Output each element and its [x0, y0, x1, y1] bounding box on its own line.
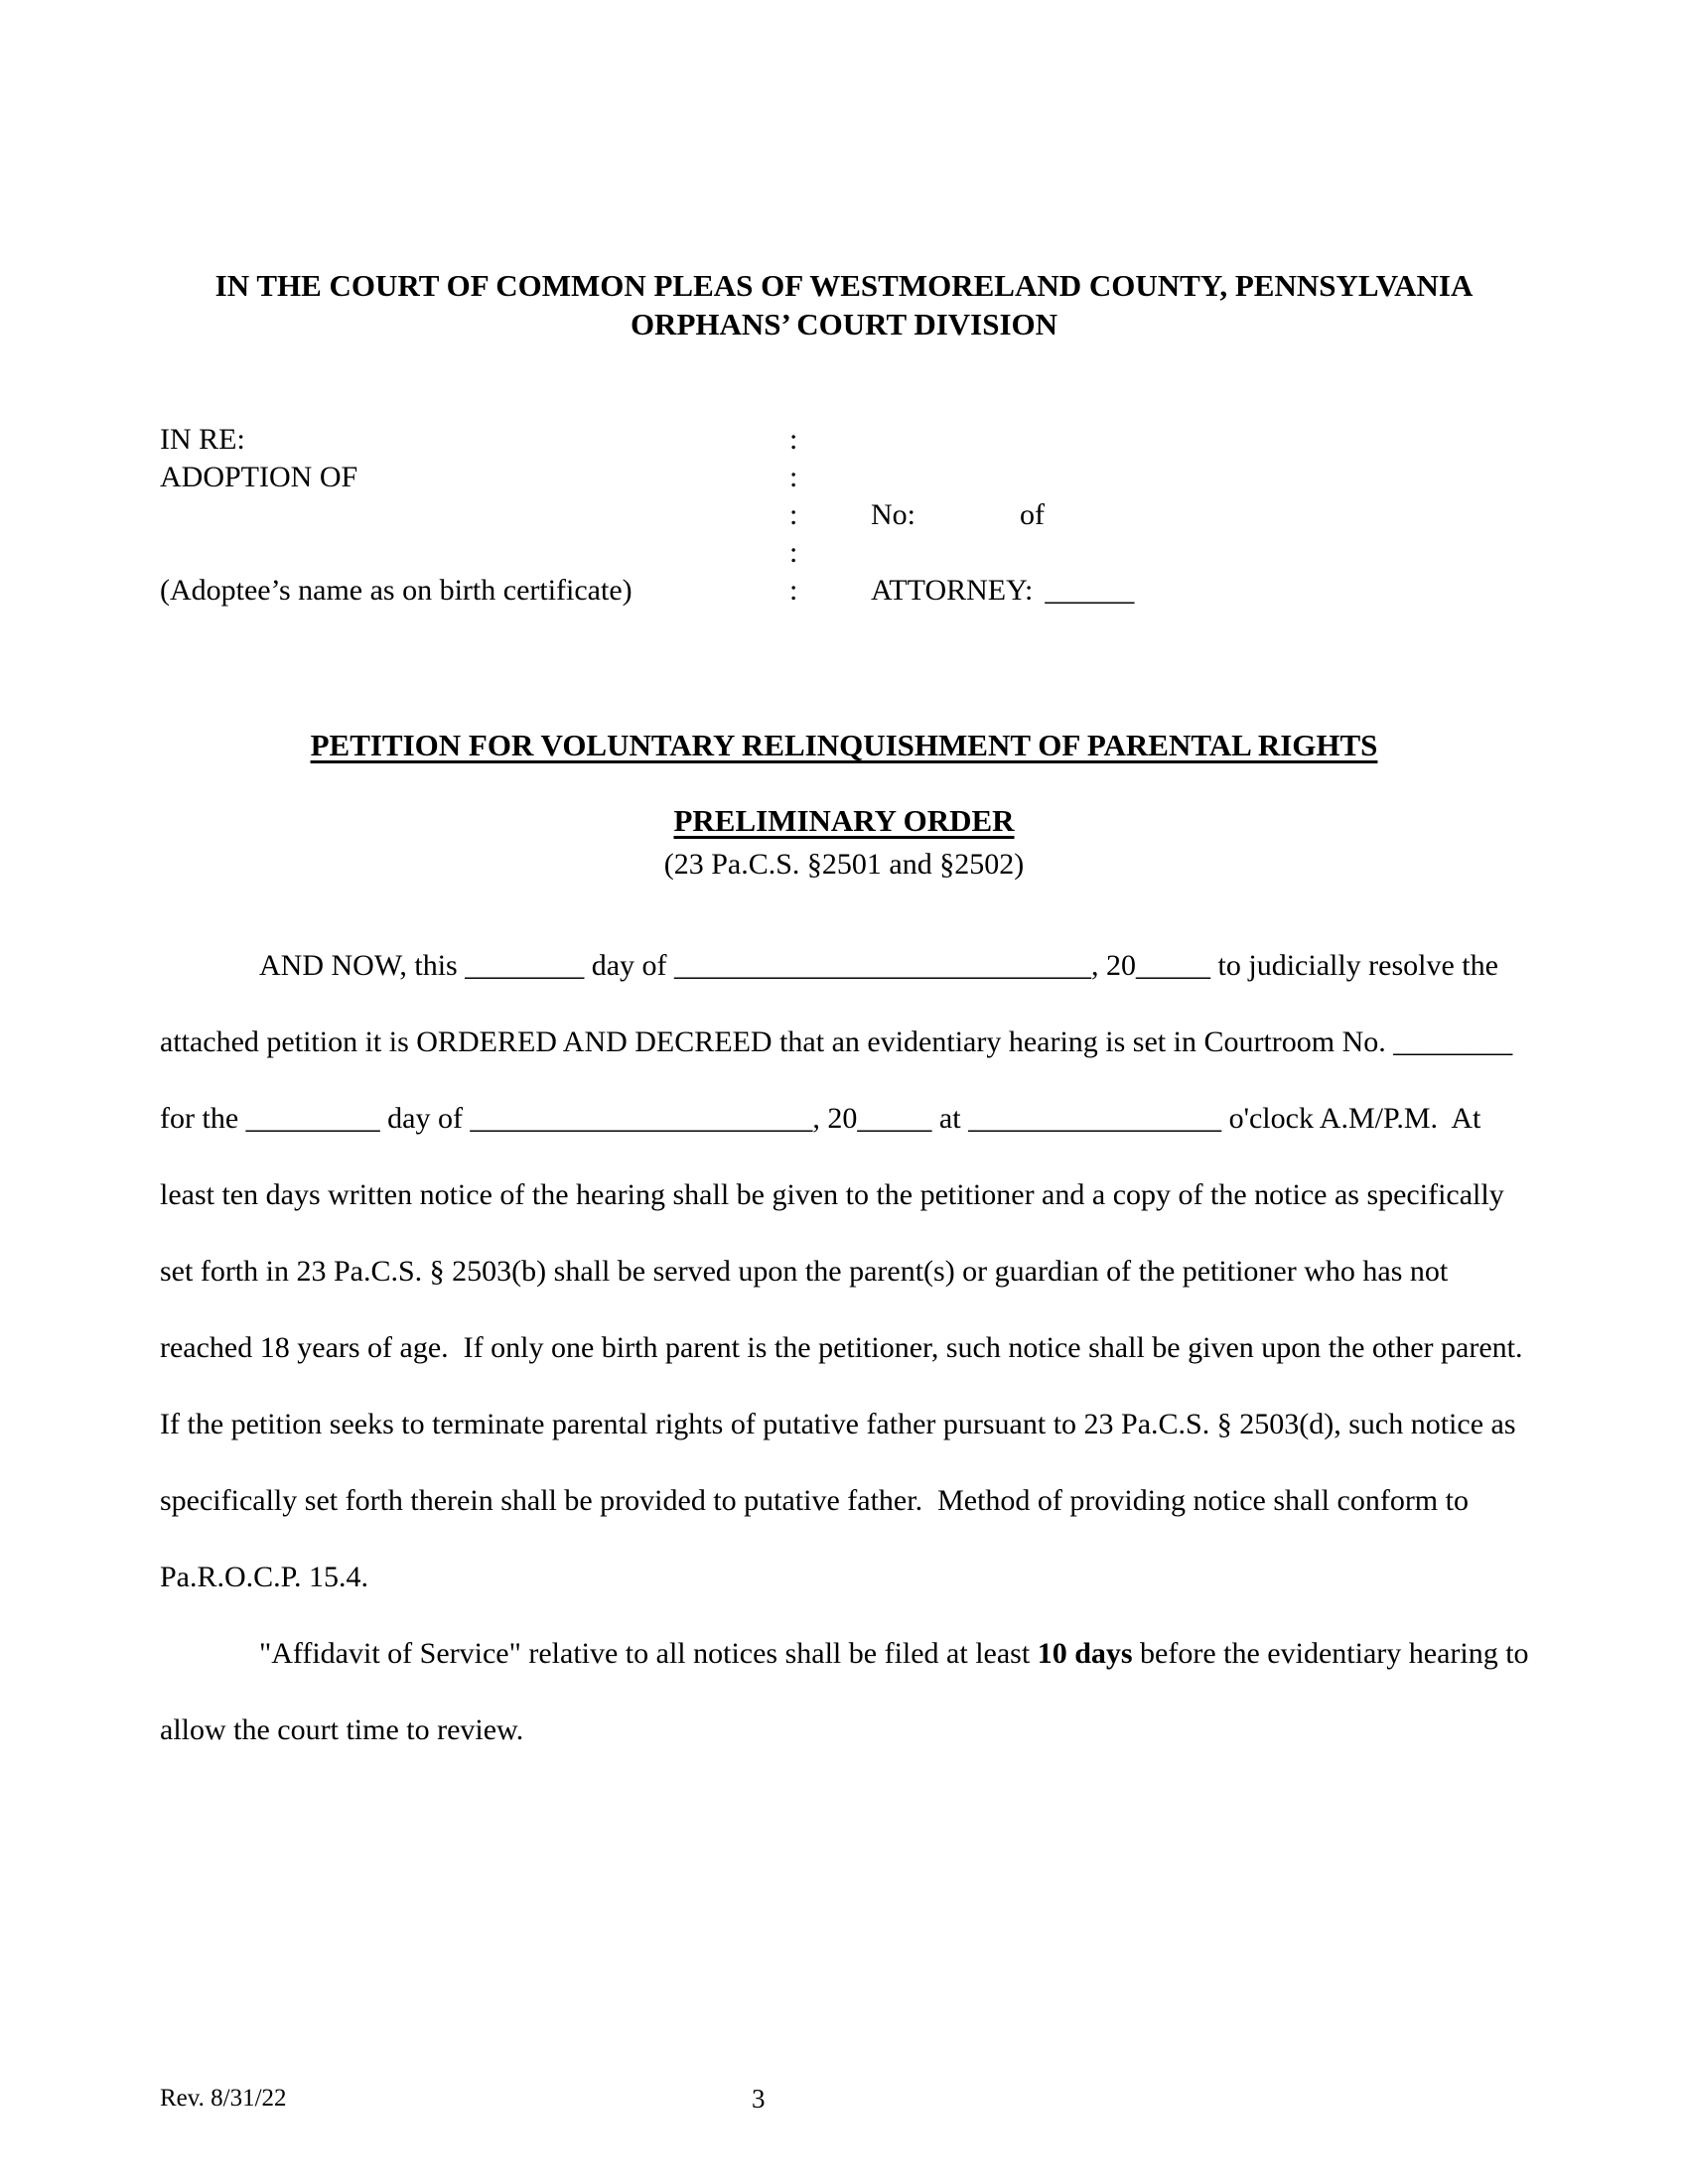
- page-number: 3: [752, 2084, 766, 2114]
- caption-adoption-of-label: ADOPTION OF: [160, 461, 358, 493]
- caption-empty-cell: [871, 421, 1134, 459]
- caption-colon-1: :: [789, 423, 798, 456]
- attorney-blank-line: ______: [1045, 574, 1135, 607]
- caption-colon-2: :: [789, 461, 798, 493]
- page-footer: [160, 2083, 1528, 2115]
- order-paragraph-1: AND NOW, this ________ day of ____________________________, 20_____ to judicially resolve the attached petition it is ORDERED AND DECREED that an evidentiary hearing is set in Courtroom No. ________ for the _________ day of _______________________, 20_____ at _________________ o'clock A.M/P.M. At least ten days written notice of the hearing shall be given to the petitioner and a copy of the notice as specifically set forth in 23 Pa.C.S. § 2503(b) shall be served upon the parent(s) or guardian of the petitioner who has not reached 18 years of age. If only one birth parent is the petitioner, such notice shall be given upon the other parent. If the petition seeks to terminate parental rights of putative father pursuant to 23 Pa.C.S. § 2503(d), such notice as specifically set forth therein shall be provided to putative father. Method of providing notice shall conform to Pa.R.O.C.P. 15.4.: [160, 949, 1538, 1593]
- petition-title: PETITION FOR VOLUNTARY RELINQUISHMENT OF PARENTAL RIGHTS: [310, 728, 1378, 762]
- caption-empty-cell: [160, 534, 789, 572]
- court-header: [0, 266, 1688, 343]
- revision-date: Rev. 8/31/22: [160, 2085, 287, 2112]
- caption-colon-4: :: [789, 536, 798, 569]
- preliminary-order-title: PRELIMINARY ORDER: [673, 803, 1015, 838]
- caption-adoptee-note: (Adoptee’s name as on birth certificate): [160, 574, 633, 607]
- case-caption: [160, 421, 1134, 610]
- caption-docket-row: [871, 496, 1134, 534]
- order-paragraph-2: [160, 1615, 1540, 1768]
- paragraph-2-bold-term: 10 days: [1037, 1637, 1133, 1670]
- statute-citation: (23 Pa.C.S. §2501 and §2502): [663, 848, 1025, 881]
- caption-of-label: of: [1020, 498, 1045, 531]
- caption-colon-5: :: [789, 574, 798, 607]
- caption-in-re-label: IN RE:: [160, 423, 245, 456]
- paragraph-2-suffix: before the evidentiary hearing to allow the court time to review.: [160, 1637, 1537, 1746]
- court-header-line1: IN THE COURT OF COMMON PLEAS OF WESTMORELAND COUNTY, PENNSYLVANIA: [214, 268, 1474, 303]
- caption-empty-cell: [871, 459, 1134, 496]
- caption-attorney-label: ATTORNEY:: [871, 574, 1034, 607]
- order-body: [160, 927, 1540, 1768]
- document-title-block: [0, 726, 1688, 884]
- caption-attorney-row: [871, 572, 1134, 610]
- caption-colon-3: :: [789, 498, 798, 531]
- caption-empty-cell: [871, 534, 1134, 572]
- caption-empty-cell: [160, 496, 789, 534]
- court-header-line2: ORPHANS’ COURT DIVISION: [630, 307, 1058, 341]
- paragraph-2-prefix: "Affidavit of Service" relative to all notices shall be filed at least: [259, 1637, 1038, 1670]
- caption-no-label: No:: [871, 498, 915, 531]
